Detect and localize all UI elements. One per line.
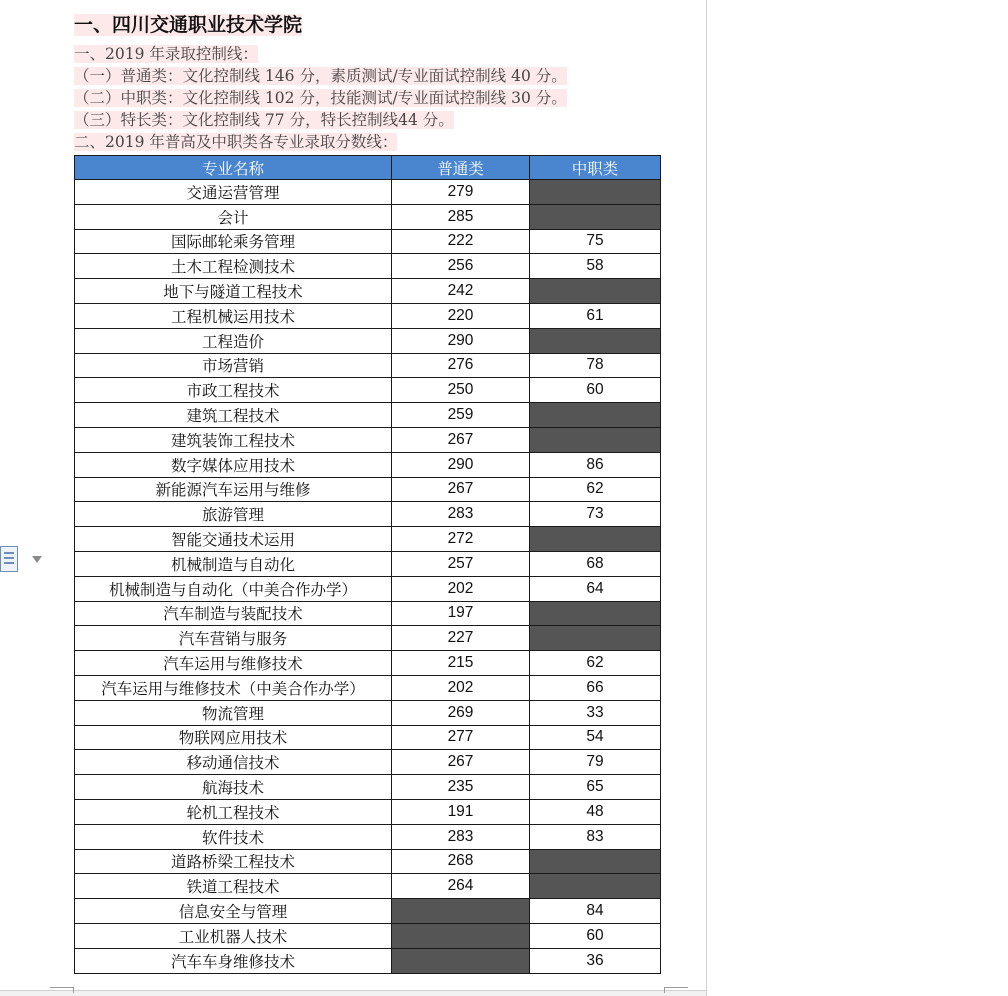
cell-general-score: 279	[392, 180, 530, 205]
cell-major-name: 工程机械运用技术	[75, 303, 392, 328]
cell-major-name: 国际邮轮乘务管理	[75, 229, 392, 254]
table-row	[75, 750, 661, 775]
cell-general-score: 257	[392, 551, 530, 576]
paragraph-vocational-category: （二）中职类：文化控制线 102 分，技能测试/专业面试控制线 30 分。	[74, 89, 567, 107]
table-row	[75, 502, 661, 527]
cell-vocational-score: 78	[530, 353, 661, 378]
cell-vocational-score	[530, 427, 661, 452]
table-row	[75, 403, 661, 428]
table-row	[75, 328, 661, 353]
table-row	[75, 254, 661, 279]
cell-vocational-score: 58	[530, 254, 661, 279]
table-row	[75, 923, 661, 948]
cell-general-score: 268	[392, 849, 530, 874]
table-row	[75, 576, 661, 601]
cell-vocational-score	[530, 874, 661, 899]
cell-general-score	[392, 923, 530, 948]
cell-vocational-score: 75	[530, 229, 661, 254]
cell-vocational-score	[530, 204, 661, 229]
cell-vocational-score: 79	[530, 750, 661, 775]
cell-major-name: 市政工程技术	[75, 378, 392, 403]
cell-vocational-score	[530, 279, 661, 304]
paragraph-control-lines: 一、2019 年录取控制线：	[74, 45, 258, 63]
heading-text: 一、四川交通职业技术学院	[74, 14, 303, 36]
cell-major-name: 会计	[75, 204, 392, 229]
cell-major-name: 汽车制造与装配技术	[75, 601, 392, 626]
cell-vocational-score: 60	[530, 923, 661, 948]
crop-mark-left	[50, 987, 74, 993]
cell-vocational-score	[530, 626, 661, 651]
cell-major-name: 市场营销	[75, 353, 392, 378]
cell-general-score: 283	[392, 824, 530, 849]
cell-vocational-score	[530, 328, 661, 353]
table-row	[75, 948, 661, 973]
table-row	[75, 899, 661, 924]
cell-general-score: 269	[392, 700, 530, 725]
paragraph-general-category: （一）普通类：文化控制线 146 分，素质测试/专业面试控制线 40 分。	[74, 67, 567, 85]
cell-major-name: 汽车车身维修技术	[75, 948, 392, 973]
cell-general-score: 202	[392, 675, 530, 700]
admission-score-table	[74, 155, 661, 974]
cell-vocational-score: 62	[530, 651, 661, 676]
cell-vocational-score: 54	[530, 725, 661, 750]
cell-general-score: 272	[392, 527, 530, 552]
cell-general-score	[392, 899, 530, 924]
table-row	[75, 180, 661, 205]
cell-major-name: 新能源汽车运用与维修	[75, 477, 392, 502]
cell-major-name: 智能交通技术运用	[75, 527, 392, 552]
cell-general-score: 235	[392, 775, 530, 800]
table-row	[75, 700, 661, 725]
crop-mark-right	[664, 987, 688, 993]
cell-vocational-score: 65	[530, 775, 661, 800]
cell-major-name: 轮机工程技术	[75, 799, 392, 824]
table-row	[75, 204, 661, 229]
header-major-name: 专业名称	[75, 156, 392, 180]
cell-vocational-score	[530, 527, 661, 552]
table-row	[75, 799, 661, 824]
table-row	[75, 775, 661, 800]
cell-major-name: 工程造价	[75, 328, 392, 353]
cell-vocational-score	[530, 849, 661, 874]
table-row	[75, 824, 661, 849]
cell-major-name: 移动通信技术	[75, 750, 392, 775]
cell-general-score: 259	[392, 403, 530, 428]
cell-major-name: 旅游管理	[75, 502, 392, 527]
table-row	[75, 303, 661, 328]
cell-major-name: 交通运营管理	[75, 180, 392, 205]
table-row	[75, 651, 661, 676]
table-row	[75, 452, 661, 477]
table-row	[75, 725, 661, 750]
table-row	[75, 626, 661, 651]
right-blank-pane	[707, 0, 1008, 996]
page-bottom-edge	[0, 990, 706, 996]
cell-vocational-score: 66	[530, 675, 661, 700]
cell-major-name: 航海技术	[75, 775, 392, 800]
cell-general-score	[392, 948, 530, 973]
cell-major-name: 物流管理	[75, 700, 392, 725]
cell-general-score: 227	[392, 626, 530, 651]
table-row	[75, 378, 661, 403]
cell-general-score: 290	[392, 328, 530, 353]
table-row	[75, 527, 661, 552]
cell-general-score: 283	[392, 502, 530, 527]
table-row	[75, 477, 661, 502]
cell-major-name: 建筑装饰工程技术	[75, 427, 392, 452]
cell-vocational-score: 73	[530, 502, 661, 527]
cell-major-name: 地下与隧道工程技术	[75, 279, 392, 304]
table-row	[75, 551, 661, 576]
cell-major-name: 道路桥梁工程技术	[75, 849, 392, 874]
cell-vocational-score: 83	[530, 824, 661, 849]
cell-general-score: 222	[392, 229, 530, 254]
header-vocational: 中职类	[530, 156, 661, 180]
cell-vocational-score: 68	[530, 551, 661, 576]
cell-general-score: 256	[392, 254, 530, 279]
table-row	[75, 353, 661, 378]
table-row	[75, 427, 661, 452]
cell-vocational-score: 61	[530, 303, 661, 328]
cell-vocational-score: 36	[530, 948, 661, 973]
cell-general-score: 276	[392, 353, 530, 378]
table-row	[75, 849, 661, 874]
caret-down-icon[interactable]	[32, 556, 42, 563]
cell-vocational-score: 84	[530, 899, 661, 924]
cell-major-name: 数字媒体应用技术	[75, 452, 392, 477]
table-row	[75, 229, 661, 254]
cell-general-score: 191	[392, 799, 530, 824]
cell-vocational-score	[530, 180, 661, 205]
cell-major-name: 软件技术	[75, 824, 392, 849]
cell-major-name: 汽车营销与服务	[75, 626, 392, 651]
cell-vocational-score: 64	[530, 576, 661, 601]
cell-general-score: 250	[392, 378, 530, 403]
table-header-row	[75, 156, 661, 180]
cell-vocational-score: 86	[530, 452, 661, 477]
cell-vocational-score: 33	[530, 700, 661, 725]
cell-major-name: 土木工程检测技术	[75, 254, 392, 279]
cell-major-name: 工业机器人技术	[75, 923, 392, 948]
table-row	[75, 601, 661, 626]
cell-general-score: 285	[392, 204, 530, 229]
cell-major-name: 铁道工程技术	[75, 874, 392, 899]
header-general: 普通类	[392, 156, 530, 180]
cell-major-name: 汽车运用与维修技术	[75, 651, 392, 676]
cell-major-name: 机械制造与自动化	[75, 551, 392, 576]
paragraph-specialty-category: （三）特长类：文化控制线 77 分，特长控制线44 分。	[74, 111, 454, 129]
cell-vocational-score: 62	[530, 477, 661, 502]
table-row	[75, 675, 661, 700]
cell-major-name: 物联网应用技术	[75, 725, 392, 750]
cell-general-score: 277	[392, 725, 530, 750]
cell-major-name: 建筑工程技术	[75, 403, 392, 428]
cell-general-score: 267	[392, 750, 530, 775]
cell-major-name: 机械制造与自动化（中美合作办学）	[75, 576, 392, 601]
paragraph-score-table-intro: 二、2019 年普高及中职类各专业录取分数线：	[74, 133, 398, 151]
cell-general-score: 264	[392, 874, 530, 899]
cell-general-score: 242	[392, 279, 530, 304]
cell-vocational-score: 48	[530, 799, 661, 824]
cell-general-score: 220	[392, 303, 530, 328]
table-row	[75, 279, 661, 304]
cell-general-score: 290	[392, 452, 530, 477]
cell-vocational-score: 60	[530, 378, 661, 403]
cell-general-score: 215	[392, 651, 530, 676]
cell-general-score: 197	[392, 601, 530, 626]
cell-major-name: 汽车运用与维修技术（中美合作办学）	[75, 675, 392, 700]
cell-vocational-score	[530, 403, 661, 428]
cell-general-score: 267	[392, 477, 530, 502]
cell-vocational-score	[530, 601, 661, 626]
document-heading	[74, 10, 302, 37]
document-lines-icon[interactable]	[0, 546, 22, 574]
cell-major-name: 信息安全与管理	[75, 899, 392, 924]
cell-general-score: 202	[392, 576, 530, 601]
table-body	[75, 180, 661, 974]
table-row	[75, 874, 661, 899]
cell-general-score: 267	[392, 427, 530, 452]
